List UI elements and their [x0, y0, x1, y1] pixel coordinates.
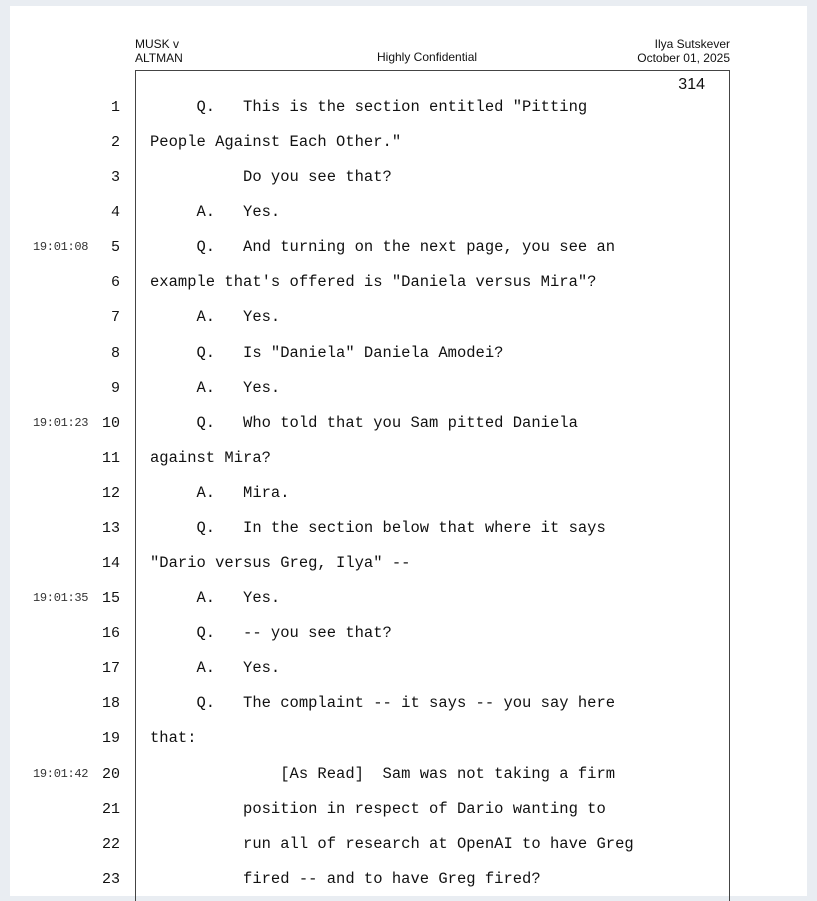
line-number: 20 — [101, 765, 120, 783]
line-text: example that's offered is "Daniela versus Mira"? — [150, 273, 597, 292]
transcript-line — [10, 305, 807, 329]
case-caption — [135, 37, 183, 65]
line-number: 21 — [101, 800, 120, 818]
transcript-page — [10, 6, 807, 896]
page-number: 314 — [678, 76, 705, 93]
line-text: [As Read] Sam was not taking a firm — [150, 764, 616, 783]
line-text: that: — [150, 729, 197, 748]
timestamp: 19:01:42 — [33, 766, 89, 781]
line-text: Q. Is "Daniela" Daniela Amodei? — [150, 343, 504, 362]
line-text: People Against Each Other." — [150, 133, 402, 152]
line-text: against Mira? — [150, 448, 271, 467]
transcript-line — [10, 341, 807, 365]
witness-info — [637, 37, 730, 65]
line-number: 10 — [101, 414, 120, 432]
transcript-line — [10, 762, 807, 786]
transcript-line — [10, 165, 807, 189]
case-caption-line2: ALTMAN — [135, 51, 183, 65]
line-text: "Dario versus Greg, Ilya" -- — [150, 554, 411, 573]
line-number: 3 — [110, 169, 120, 187]
line-number: 9 — [110, 379, 120, 397]
timestamp: 19:01:23 — [33, 415, 89, 430]
transcript-line — [10, 551, 807, 575]
line-number: 4 — [110, 204, 120, 222]
transcript-line — [10, 95, 807, 119]
line-number: 2 — [110, 134, 120, 152]
transcript-line — [10, 586, 807, 610]
transcript-line — [10, 797, 807, 821]
line-number: 11 — [101, 449, 120, 467]
line-text: A. Mira. — [150, 483, 290, 502]
line-text: position in respect of Dario wanting to — [150, 799, 606, 818]
line-number: 15 — [101, 590, 120, 608]
confidentiality-text: Highly Confidential — [377, 50, 478, 64]
line-text: Q. And turning on the next page, you see an — [150, 238, 616, 257]
transcript-line — [10, 446, 807, 470]
witness-name: Ilya Sutskever — [654, 37, 730, 51]
transcript-line — [10, 481, 807, 505]
line-text: Do you see that? — [150, 168, 392, 187]
timestamp: 19:01:08 — [33, 240, 89, 255]
line-number: 16 — [101, 625, 120, 643]
line-text: fired -- and to have Greg fired? — [150, 869, 541, 888]
line-number: 6 — [110, 274, 120, 292]
line-number: 22 — [101, 835, 120, 853]
transcript-line — [10, 516, 807, 540]
transcript-line — [10, 130, 807, 154]
line-text: Q. This is the section entitled "Pitting — [150, 98, 588, 116]
line-text: A. Yes. — [150, 659, 281, 678]
transcript-line — [10, 867, 807, 891]
transcript-line — [10, 376, 807, 400]
transcript-line — [10, 621, 807, 645]
transcript-line — [10, 270, 807, 294]
line-text: Q. -- you see that? — [150, 624, 392, 643]
confidentiality-label — [377, 50, 477, 64]
transcript-line — [10, 411, 807, 435]
line-text: Q. The complaint -- it says -- you say here — [150, 694, 616, 713]
transcript-line — [10, 235, 807, 259]
line-number: 13 — [101, 519, 120, 537]
line-number: 23 — [101, 870, 120, 888]
case-caption-line1: MUSK v — [135, 37, 180, 51]
transcript-line — [10, 656, 807, 680]
timestamp: 19:01:35 — [33, 591, 89, 606]
deposition-date: October 01, 2025 — [637, 51, 730, 65]
line-number: 14 — [101, 555, 120, 573]
transcript-line — [10, 832, 807, 856]
line-number: 5 — [110, 239, 120, 257]
transcript-line — [10, 200, 807, 224]
line-text: A. Yes. — [150, 308, 281, 327]
line-number: 7 — [110, 309, 120, 327]
line-text: run all of research at OpenAI to have Greg — [150, 834, 634, 853]
line-text: Q. In the section below that where it says — [150, 518, 606, 537]
line-text: A. Yes. — [150, 378, 281, 397]
line-text: A. Yes. — [150, 203, 281, 222]
line-number: 18 — [101, 695, 120, 713]
line-text: A. Yes. — [150, 589, 281, 608]
line-text: Q. Who told that you Sam pitted Daniela — [150, 413, 578, 432]
line-number: 17 — [101, 660, 120, 678]
transcript-line — [10, 726, 807, 750]
line-number: 8 — [110, 344, 120, 362]
transcript-line — [10, 691, 807, 715]
line-number: 19 — [101, 730, 120, 748]
line-number: 12 — [101, 484, 120, 502]
line-number: 1 — [110, 99, 120, 116]
